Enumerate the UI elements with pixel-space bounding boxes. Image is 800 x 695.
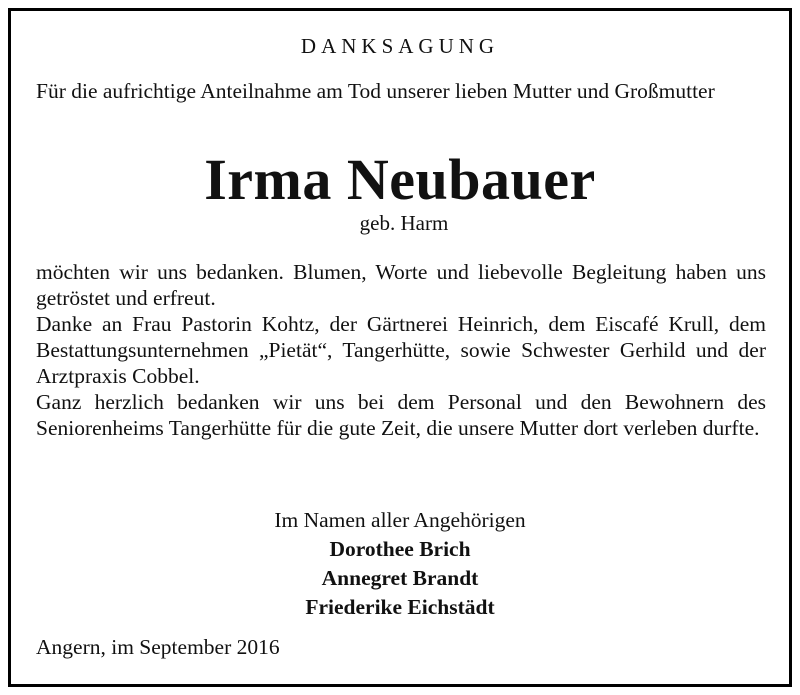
- place-date: Angern, im September 2016: [36, 635, 280, 659]
- birth-name: geb. Harm: [359, 211, 449, 235]
- intro-text: Für die aufrichtige Anteilnahme am Tod unserer lieben Mutter und Großmutter: [36, 79, 715, 103]
- notice-heading: DANKSAGUNG: [300, 34, 500, 58]
- body-text: [36, 259, 766, 441]
- signoff-line: Im Namen aller Angehörigen: [274, 508, 526, 532]
- signer-name: Annegret Brandt: [321, 566, 479, 590]
- signer-name: Dorothee Brich: [329, 537, 471, 561]
- paragraph-care-home: Ganz herzlich bedanken wir uns bei dem Personal und den Bewohnern des Seniorenheims Tangerhütte für die gute Zeit, die unsere Mutter dort verleben durfte.: [36, 390, 766, 440]
- signature-block: [0, 506, 800, 622]
- deceased-name: Irma Neubauer: [204, 147, 596, 212]
- paragraph-acknowledgements: Danke an Frau Pastorin Kohtz, der Gärtnerei Heinrich, dem Eiscafé Krull, dem Bestattungsunternehmen „Pietät“, Tangerhütte, sowie Schwester Gerhild und der Arztpraxis Cobbel.: [36, 312, 766, 388]
- paragraph-thanks: möchten wir uns bedanken. Blumen, Worte und liebevolle Begleitung haben uns getröstet und erfreut.: [36, 260, 766, 310]
- signer-name: Friederike Eichstädt: [305, 595, 495, 619]
